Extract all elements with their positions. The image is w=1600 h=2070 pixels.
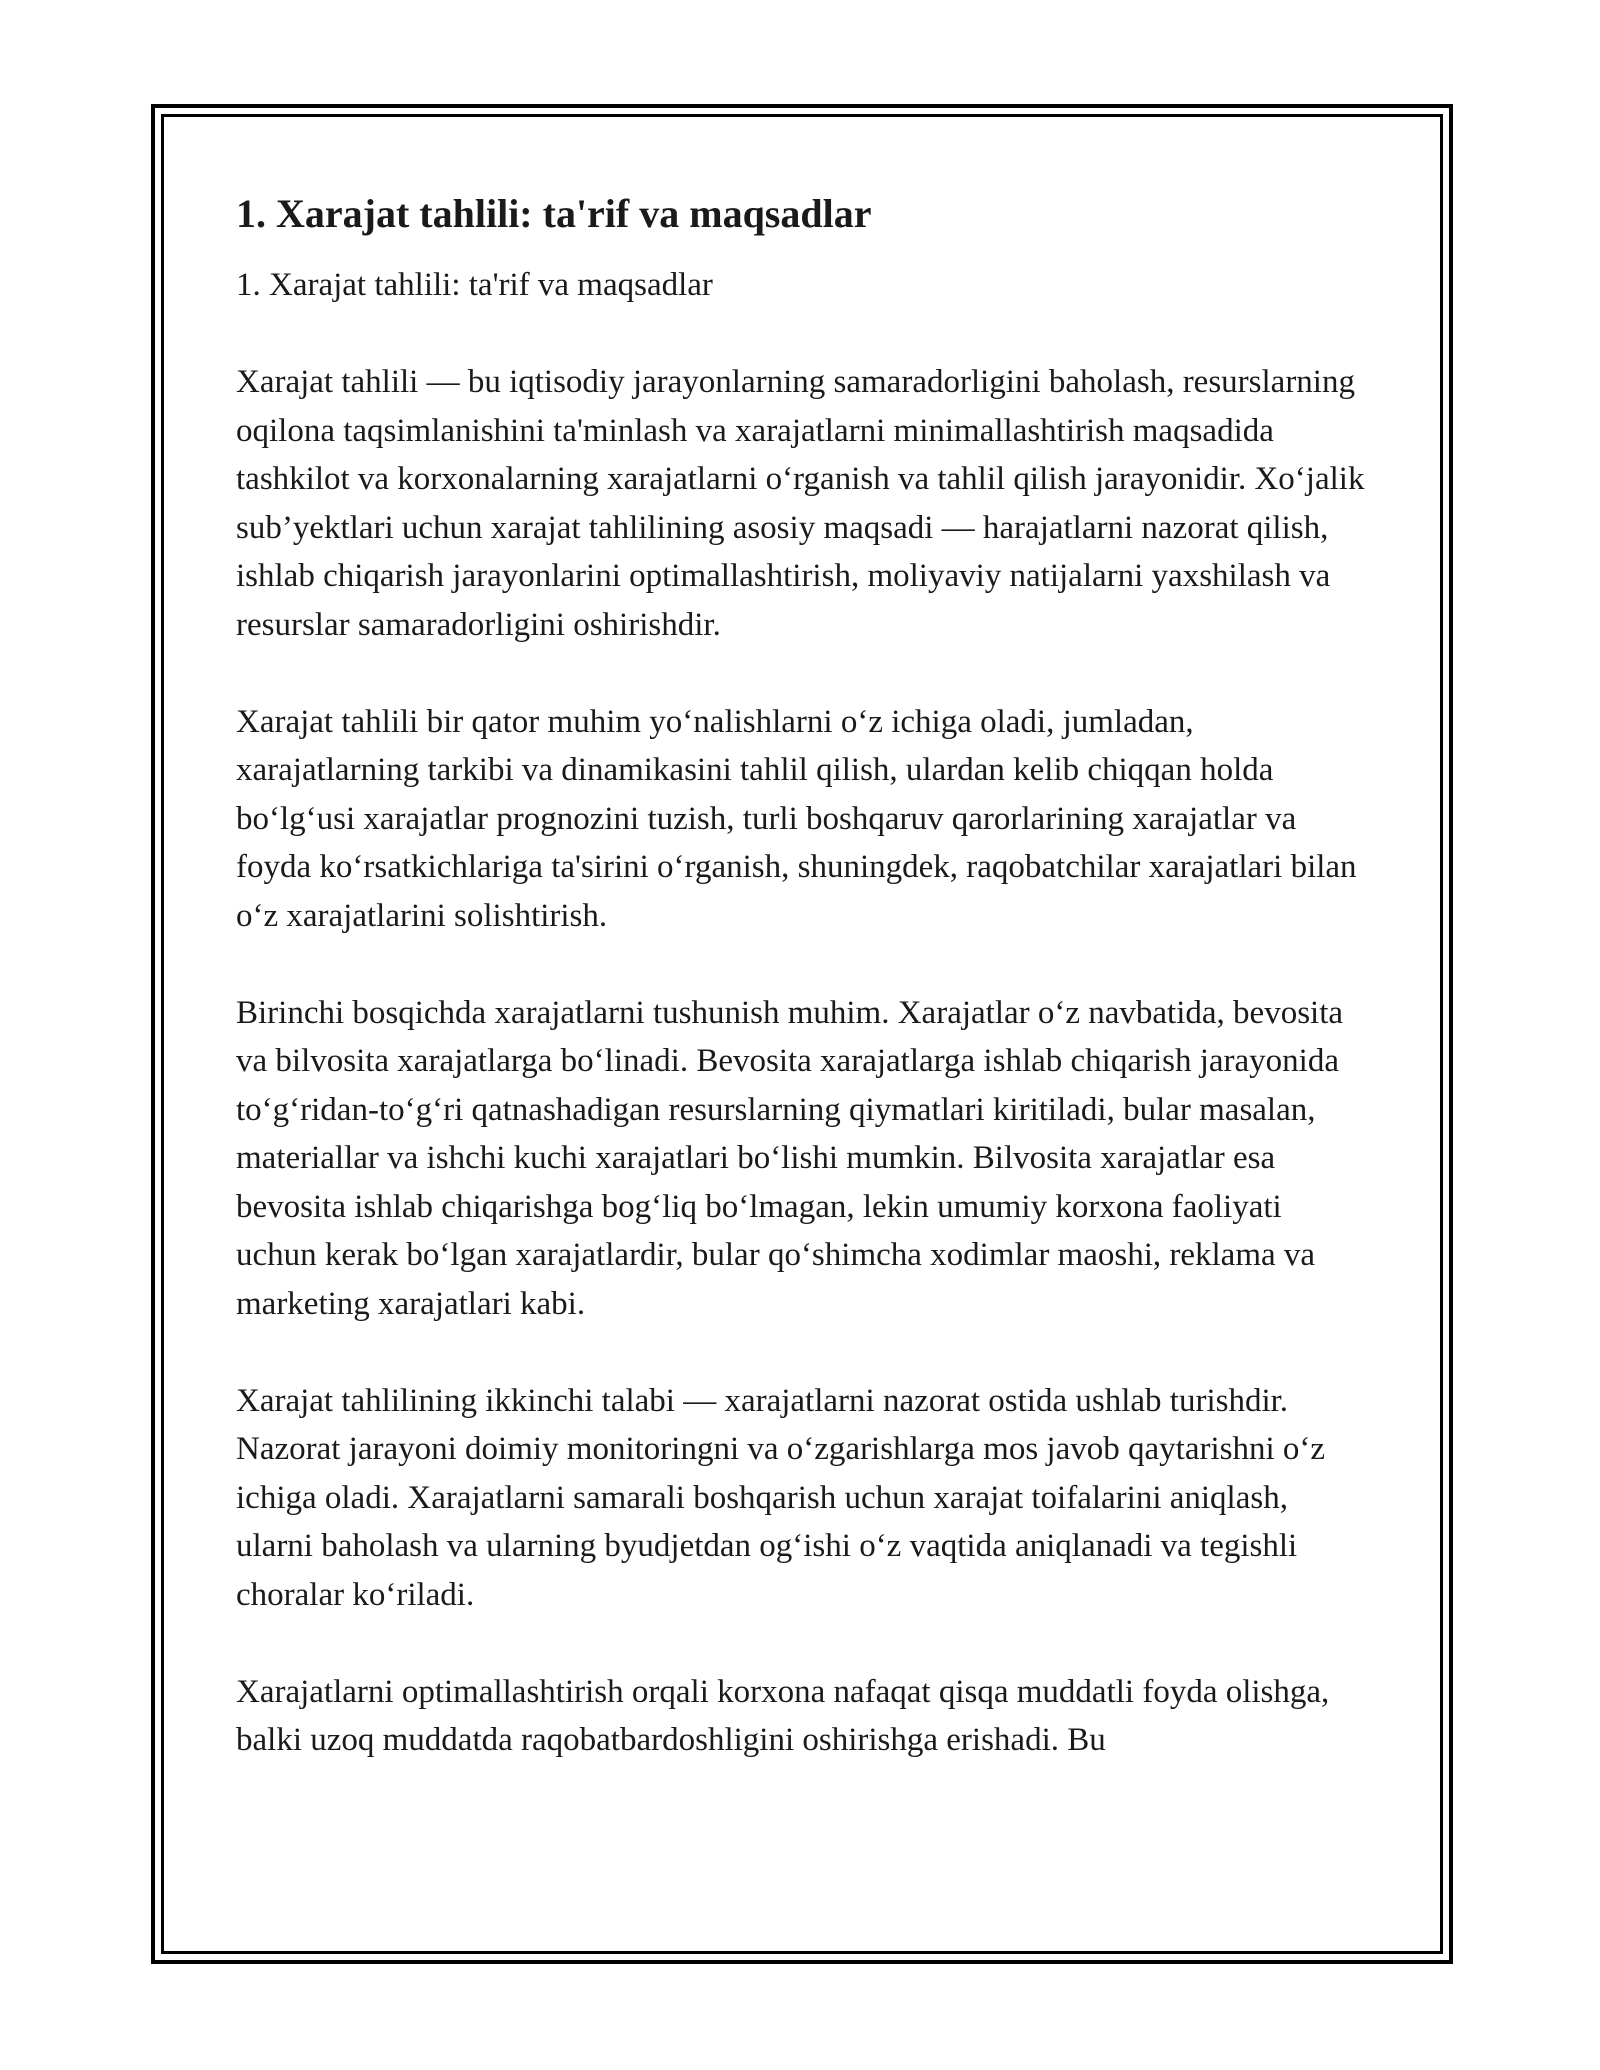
- section-heading: 1. Xarajat tahlili: ta'rif va maqsadlar: [236, 191, 872, 236]
- paragraph-directions: Xarajat tahlili bir qator muhim yo‘nalishlarni o‘z ichiga oladi, jumladan, xarajatlarning tarkibi va dinamikasini tahlil qilish, ulardan kelib chiqqan holda bo‘lg‘usi xarajatlar prognozini tuzish, turli boshqaruv qarorlarining xarajatlar va foyda ko‘rsatkichlariga ta'sirini o‘rganish, shuningdek, raqobatchilar xarajatlari bilan o‘z xarajatlarini solishtirish.: [236, 703, 1357, 934]
- paragraph-optimization: Xarajatlarni optimallashtirish orqali korxona nafaqat qisqa muddatli foyda olishga, balki uzoq muddatda raqobatbardoshligini oshirishga erishadi. Bu: [236, 1673, 1330, 1758]
- section-subtitle: 1. Xarajat tahlili: ta'rif va maqsadlar: [236, 267, 713, 303]
- paragraph-first-stage: Birinchi bosqichda xarajatlarni tushunish muhim. Xarajatlar o‘z navbatida, bevosita va bilvosita xarajatlarga bo‘linadi. Bevosita xarajatlarga ishlab chiqarish jarayonida to‘g‘ridan-to‘g‘ri qatnashadigan resurslarning qiymatlari kiritiladi, bular masalan, materiallar va ishchi kuchi xarajatlari bo‘lishi mumkin. Bilvosita xarajatlar esa bevosita ishlab chiqarishga bog‘liq bo‘lmagan, lekin umumiy korxona faoliyati uchun kerak bo‘lgan xarajatlardir, bular qo‘shimcha xodimlar maoshi, reklama va marketing xarajatlari kabi.: [236, 994, 1344, 1322]
- paragraph-definition: Xarajat tahlili — bu iqtisodiy jarayonlarning samaradorligini baholash, resurslarning oqilona taqsimlanishini ta'minlash va xarajatlarni minimallashtirish maqsadida tashkilot va korxonalarning xarajatlarni o‘rganish va tahlil qilish jarayonidir. Xo‘jalik sub’yektlari uchun xarajat tahlilining asosiy maqsadi — harajatlarni nazorat qilish, ishlab chiqarish jarayonlarini optimallashtirish, moliyaviy natijalarni yaxshilash va resurslar samaradorligini oshirishdir.: [236, 364, 1365, 643]
- document-body: [236, 188, 1366, 1765]
- paragraph-second-requirement: Xarajat tahlilining ikkinchi talabi — xarajatlarni nazorat ostida ushlab turishdir. Nazorat jarayoni doimiy monitoringni va o‘zgarishlarga mos javob qaytarishni o‘z ichiga oladi. Xarajatlarni samarali boshqarish uchun xarajat toifalarini aniqlash, ularni baholash va ularning byudjetdan og‘ishi o‘z vaqtida aniqlanadi va tegishli choralar ko‘riladi.: [236, 1382, 1326, 1613]
